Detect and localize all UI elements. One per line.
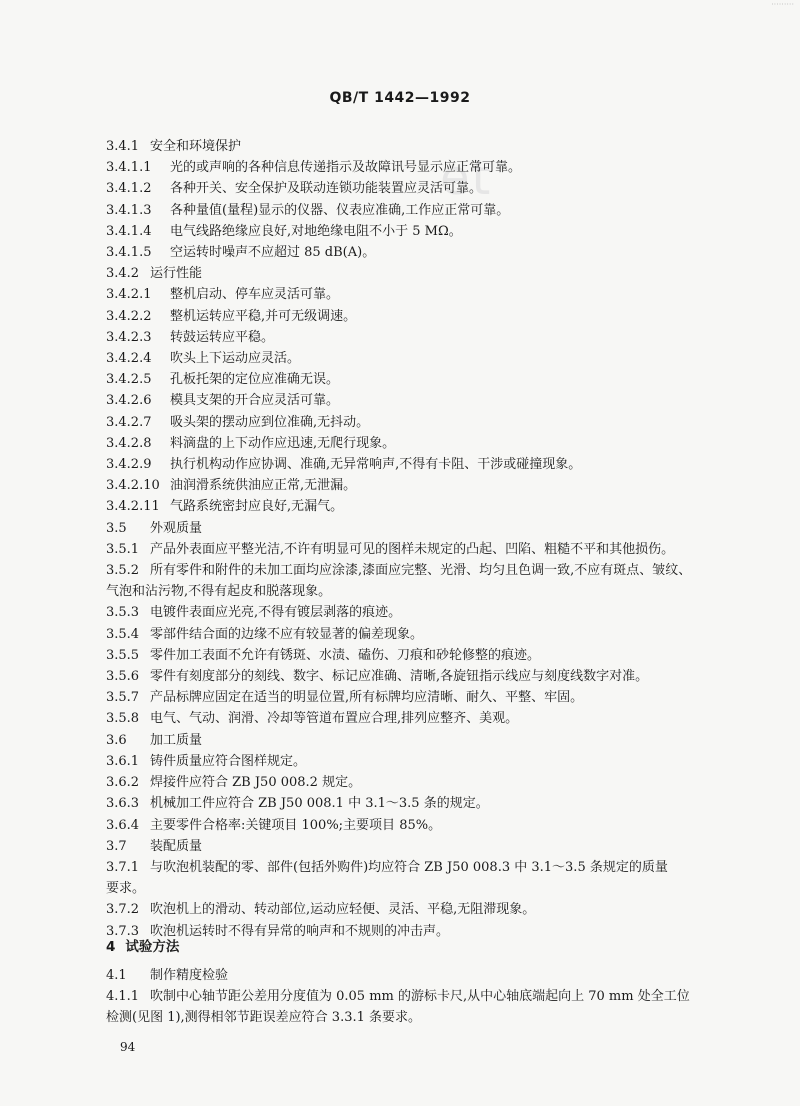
clause-text: 电气、气动、润滑、冷却等管道布置应合理,排列应整齐、美观。 bbox=[150, 711, 519, 727]
watermark: et bbox=[440, 150, 493, 206]
clause-number: 3.6.1 bbox=[106, 753, 140, 769]
clause-item bbox=[106, 645, 740, 666]
clause-text: 光的或声响的各种信息传递指示及故障讯号显示应正常可靠。 bbox=[170, 160, 522, 176]
clause-text: 电镀件表面应光亮,不得有镀层剥落的痕迹。 bbox=[150, 605, 402, 621]
section-title: 试验方法 bbox=[125, 939, 180, 955]
clause-text: 机械加工件应符合 ZB J50 008.1 中 3.1～3.5 条的规定。 bbox=[150, 796, 489, 812]
clause-item bbox=[106, 666, 740, 687]
clause-text: 所有零件和附件的未加工面均应涂漆,漆面应完整、光滑、均匀且色调一致,不应有斑点、皱纹、 bbox=[150, 563, 692, 579]
clause-number: 3.4.2.9 bbox=[106, 457, 152, 473]
clause-item bbox=[106, 348, 740, 369]
clause-number: 3.7 bbox=[106, 838, 127, 854]
section-heading bbox=[106, 935, 179, 955]
clause-item bbox=[106, 242, 740, 263]
clause-text: 吹泡机上的滑动、转动部位,运动应轻便、灵活、平稳,无阻滞现象。 bbox=[150, 902, 536, 918]
clause-number: 3.4.1 bbox=[106, 139, 140, 154]
clause-number: 3.4.2.2 bbox=[106, 308, 152, 324]
clause-number: 3.5.4 bbox=[106, 626, 140, 642]
clause-text: 执行机构动作应协调、准确,无异常响声,不得有卡阻、干涉或碰撞现象。 bbox=[170, 457, 582, 473]
clause-number: 3.5.7 bbox=[106, 690, 140, 706]
clause-text: 制作精度检验 bbox=[150, 968, 229, 983]
clause-number: 3.5.6 bbox=[106, 669, 140, 685]
clause-item bbox=[106, 815, 740, 836]
clause-item bbox=[106, 836, 740, 857]
clause-text: 吹泡机运转时不得有异常的响声和不规则的冲击声。 bbox=[150, 923, 450, 939]
clause-item bbox=[106, 772, 740, 793]
clause-number: 3.4.2.4 bbox=[106, 351, 152, 367]
clause-item bbox=[106, 369, 740, 390]
clause-text: 运行性能 bbox=[150, 266, 203, 282]
clause-text: 外观质量 bbox=[150, 520, 203, 536]
clause-item bbox=[106, 986, 740, 1007]
clause-text: 产品外表面应平整光洁,不许有明显可见的图样未规定的凸起、凹陷、粗糙不平和其他损伤。 bbox=[150, 541, 675, 557]
clause-item bbox=[106, 857, 740, 878]
clause-number: 3.6 bbox=[106, 732, 127, 748]
clause-item bbox=[106, 602, 740, 623]
clause-item bbox=[106, 200, 740, 221]
clause-number: 3.4.1.3 bbox=[106, 202, 152, 218]
clause-number: 3.4.2.3 bbox=[106, 329, 152, 345]
clause-continuation: 检测(见图 1),测得相邻节距误差应符合 3.3.1 条要求。 bbox=[106, 1010, 422, 1026]
clause-item bbox=[106, 284, 740, 305]
clause-text: 各种开关、安全保护及联动连锁功能装置应灵活可靠。 bbox=[170, 181, 483, 197]
clause-text: 料滴盘的上下动作应迅速,无爬行现象。 bbox=[170, 435, 396, 451]
clause-number: 3.4.2.10 bbox=[106, 478, 160, 494]
clause-text: 零件有刻度部分的刻线、数字、标记应准确、清晰,各旋钮指示线应与刻度线数字对准。 bbox=[150, 669, 649, 685]
clause-item bbox=[106, 221, 740, 242]
clause-text: 吸头架的摆动应到位准确,无抖动。 bbox=[170, 414, 370, 430]
clause-item bbox=[106, 708, 740, 729]
clause-text: 整机启动、停车应灵活可靠。 bbox=[170, 287, 340, 303]
clause-item bbox=[106, 539, 740, 560]
clause-text: 加工质量 bbox=[150, 732, 203, 748]
clause-number: 3.5.5 bbox=[106, 647, 140, 663]
clause-number: 3.4.1.1 bbox=[106, 160, 152, 176]
clause-item bbox=[106, 178, 740, 199]
clause-number: 3.6.4 bbox=[106, 817, 140, 833]
clause-text: 与吹泡机装配的零、部件(包括外购件)均应符合 ZB J50 008.3 中 3.1～3.5 条规定的质量 bbox=[150, 859, 668, 875]
clause-text: 吹头上下运动应灵活。 bbox=[170, 351, 301, 367]
clause-number: 3.7.1 bbox=[106, 859, 140, 875]
clause-item bbox=[106, 793, 740, 814]
clause-text: 油润滑系统供油应正常,无泄漏。 bbox=[170, 478, 357, 494]
clause-item bbox=[106, 624, 740, 645]
clause-number: 4.1 bbox=[106, 968, 127, 983]
clause-item bbox=[106, 136, 740, 157]
clause-number: 3.5.8 bbox=[106, 711, 140, 727]
clause-text: 电气线路绝缘应良好,对地绝缘电阻不小于 5 MΩ。 bbox=[170, 223, 462, 239]
clause-text: 装配质量 bbox=[150, 838, 203, 854]
clause-number: 4.1.1 bbox=[106, 989, 140, 1005]
clause-text: 模具支架的开合应灵活可靠。 bbox=[170, 393, 340, 409]
clause-number: 3.4.2.5 bbox=[106, 372, 152, 388]
clause-number: 3.4.2.7 bbox=[106, 414, 152, 430]
clause-item bbox=[106, 687, 740, 708]
clause-text: 铸件质量应符合图样规定。 bbox=[150, 753, 307, 769]
clause-number: 3.7.3 bbox=[106, 923, 140, 939]
clause-item bbox=[106, 899, 740, 920]
clause-number: 3.5.2 bbox=[106, 563, 140, 579]
clause-item bbox=[106, 390, 740, 411]
clause-item bbox=[106, 327, 740, 348]
clause-number: 3.4.2 bbox=[106, 266, 140, 282]
clause-item bbox=[106, 730, 740, 751]
clause-item bbox=[106, 433, 740, 454]
page-number: 94 bbox=[120, 1040, 136, 1054]
clause-number: 3.4.1.5 bbox=[106, 245, 152, 261]
clause-text: 安全和环境保护 bbox=[150, 139, 242, 154]
clause-item bbox=[106, 965, 740, 986]
clause-text: 零部件结合面的边缘不应有较显著的偏差现象。 bbox=[150, 626, 424, 642]
clause-item bbox=[106, 263, 740, 284]
clauses-body bbox=[106, 136, 740, 942]
clause-text: 孔板托架的定位应准确无误。 bbox=[170, 372, 340, 388]
clause-item bbox=[106, 751, 740, 772]
clause-number: 3.4.2.8 bbox=[106, 435, 152, 451]
clause-number: 3.5.1 bbox=[106, 541, 140, 557]
standard-code-header: QB/T 1442—1992 bbox=[329, 90, 471, 106]
clause-text: 焊接件应符合 ZB J50 008.2 规定。 bbox=[150, 775, 362, 791]
clause-number: 3.4.2.6 bbox=[106, 393, 152, 409]
clause-item bbox=[106, 496, 740, 517]
clause-item bbox=[106, 157, 740, 178]
clause-item bbox=[106, 475, 740, 496]
clause-number: 3.6.3 bbox=[106, 796, 140, 812]
clause-number: 3.5 bbox=[106, 520, 127, 536]
clause-number: 3.4.1.4 bbox=[106, 223, 152, 239]
clause-text: 产品标牌应固定在适当的明显位置,所有标牌均应清晰、耐久、平整、牢固。 bbox=[150, 690, 584, 706]
clause-text: 吹制中心轴节距公差用分度值为 0.05 mm 的游标卡尺,从中心轴底端起向上 70 mm 处全工位 bbox=[150, 989, 690, 1005]
clause-continuation: 气泡和沾污物,不得有起皮和脱落现象。 bbox=[106, 584, 332, 600]
clause-number: 3.5.3 bbox=[106, 605, 140, 621]
clause-item bbox=[106, 306, 740, 327]
clause-item bbox=[106, 560, 740, 581]
test-methods-body bbox=[106, 965, 740, 1029]
clause-continuation: 要求。 bbox=[106, 881, 146, 897]
clause-text: 转鼓运转应平稳。 bbox=[170, 329, 275, 345]
clause-number: 3.4.1.2 bbox=[106, 181, 152, 197]
clause-number: 3.7.2 bbox=[106, 902, 140, 918]
section-number: 4 bbox=[106, 939, 116, 955]
clause-text: 空运转时噪声不应超过 85 dB(A)。 bbox=[170, 245, 376, 261]
clause-item bbox=[106, 454, 740, 475]
clause-item bbox=[106, 921, 740, 942]
clause-text: 整机运转应平稳,并可无级调速。 bbox=[170, 308, 357, 324]
clause-text: 气路系统密封应良好,无漏气。 bbox=[170, 499, 344, 515]
clause-item bbox=[106, 518, 740, 539]
clause-number: 3.4.2.1 bbox=[106, 287, 152, 303]
clause-number: 3.6.2 bbox=[106, 775, 140, 791]
clause-text: 主要零件合格率:关键项目 100%;主要项目 85%。 bbox=[150, 817, 442, 833]
clause-text: 零件加工表面不允许有锈斑、水渍、磕伤、刀痕和砂轮修整的痕迹。 bbox=[150, 647, 541, 663]
clause-text: 各种量值(量程)显示的仪器、仪表应准确,工作应正常可靠。 bbox=[170, 202, 510, 218]
corner-mark: ········· bbox=[771, 0, 794, 9]
clause-item bbox=[106, 412, 740, 433]
clause-number: 3.4.2.11 bbox=[106, 499, 160, 515]
